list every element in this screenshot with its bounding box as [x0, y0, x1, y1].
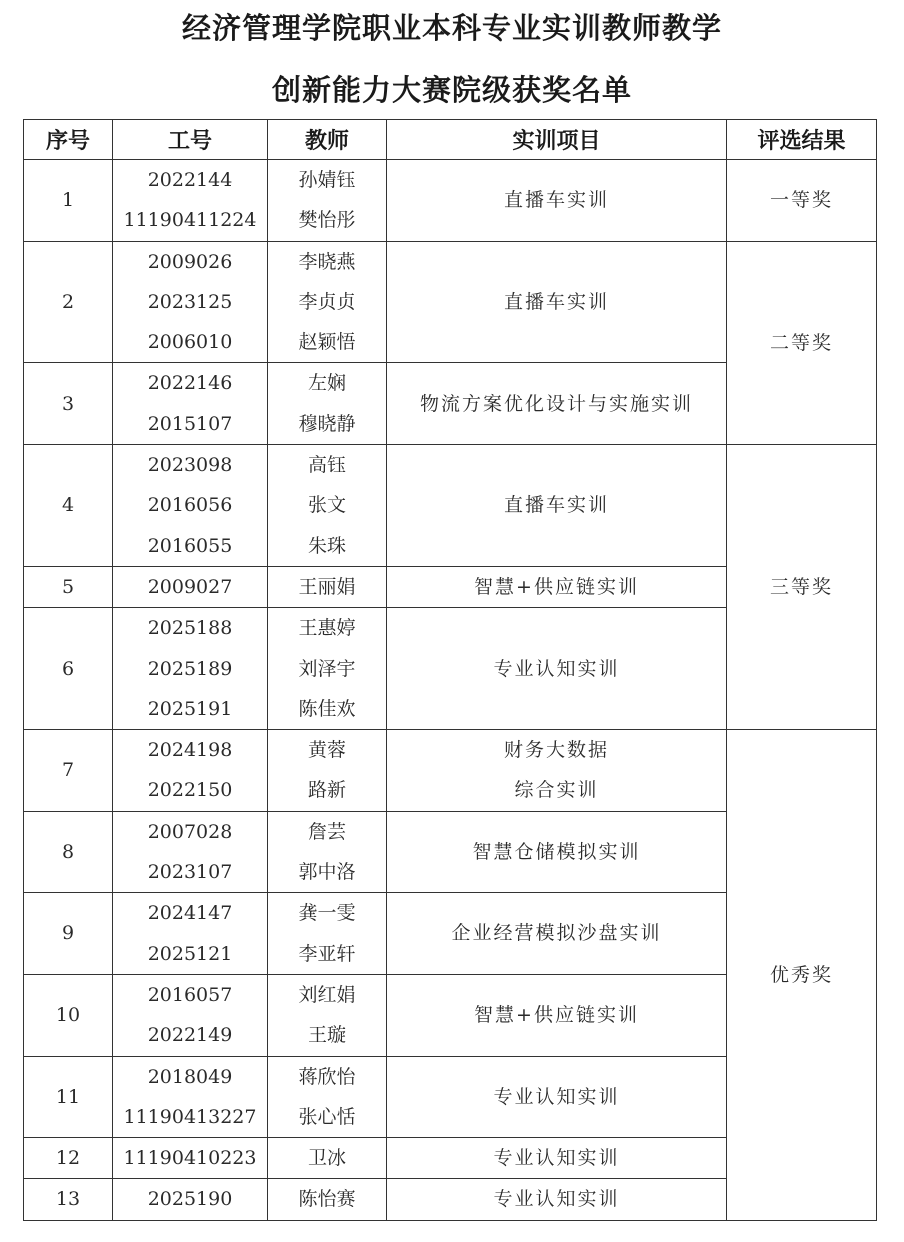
- cell-result: 三等奖: [727, 445, 877, 730]
- employee-id: 2022146: [147, 372, 233, 395]
- cell-project: [387, 241, 727, 363]
- cell-teachers: [268, 608, 387, 730]
- teacher-name: 高钰: [307, 454, 346, 477]
- cell-project: [387, 1179, 727, 1220]
- header-teacher: 教师: [268, 120, 387, 160]
- teacher-name: 王惠婷: [298, 617, 356, 640]
- cell-teachers: [268, 363, 387, 445]
- cell-ids: [113, 160, 268, 242]
- cell-ids: [113, 363, 268, 445]
- cell-seq: 5: [24, 566, 113, 607]
- project-name: 物流方案优化设计与实施实训: [419, 392, 693, 415]
- cell-project: [387, 1056, 727, 1138]
- cell-seq: 1: [24, 160, 113, 242]
- teacher-name: 路新: [307, 779, 346, 802]
- project-name: 直播车实训: [503, 290, 609, 313]
- teacher-name: 李贞贞: [298, 290, 356, 313]
- teacher-name: 陈怡赛: [298, 1188, 356, 1211]
- document-title-line-2: 创新能力大赛院级获奖名单: [271, 73, 632, 107]
- cell-project: [387, 363, 727, 445]
- teacher-name: 赵颖悟: [298, 331, 356, 354]
- cell-ids: [113, 893, 268, 975]
- cell-seq: 2: [24, 241, 113, 363]
- cell-teachers: [268, 1056, 387, 1138]
- cell-result: 一等奖: [727, 160, 877, 242]
- cell-seq: 11: [24, 1056, 113, 1138]
- teacher-name: 左娴: [307, 372, 346, 395]
- document-title-line-1: 经济管理学院职业本科专业实训教师教学: [181, 11, 722, 45]
- cell-ids: [113, 1056, 268, 1138]
- cell-ids: [113, 811, 268, 893]
- award-table: [23, 119, 877, 1221]
- teacher-name: 陈佳欢: [298, 697, 356, 720]
- cell-ids: [113, 608, 268, 730]
- employee-id: 2009027: [147, 575, 233, 598]
- cell-seq: 4: [24, 445, 113, 567]
- cell-ids: [113, 241, 268, 363]
- header-result: 评选结果: [727, 120, 877, 160]
- cell-teachers: [268, 160, 387, 242]
- employee-id: 2018049: [147, 1065, 233, 1088]
- cell-seq: 9: [24, 893, 113, 975]
- project-name: 直播车实训: [503, 494, 609, 517]
- employee-id: 2023107: [147, 861, 233, 884]
- employee-id: 2016057: [147, 983, 233, 1006]
- employee-id: 2025188: [147, 617, 233, 640]
- employee-id: 11190410223: [123, 1147, 257, 1170]
- employee-id: 2023098: [147, 454, 233, 477]
- cell-teachers: [268, 445, 387, 567]
- header-project: 实训项目: [387, 120, 727, 160]
- teacher-name: 郭中洛: [298, 861, 356, 884]
- cell-result: 二等奖: [727, 241, 877, 444]
- cell-seq: 8: [24, 811, 113, 893]
- table-row: [24, 730, 877, 812]
- teacher-name: 张文: [307, 494, 346, 517]
- employee-id: 2015107: [147, 412, 233, 435]
- employee-id: 2022149: [147, 1024, 233, 1047]
- table-row: [24, 445, 877, 567]
- cell-seq: 6: [24, 608, 113, 730]
- project-name: 专业认知实训: [493, 1188, 620, 1211]
- teacher-name: 刘泽宇: [298, 657, 356, 680]
- cell-project: [387, 608, 727, 730]
- project-name: 智慧+供应链实训: [474, 575, 639, 598]
- teacher-name: 朱珠: [307, 534, 346, 557]
- cell-seq: 12: [24, 1138, 113, 1179]
- cell-seq: 3: [24, 363, 113, 445]
- cell-ids: [113, 445, 268, 567]
- cell-project: [387, 811, 727, 893]
- employee-id: 2025190: [147, 1188, 233, 1211]
- cell-ids: [113, 1179, 268, 1220]
- employee-id: 2023125: [147, 290, 233, 313]
- table-header-row: [24, 120, 877, 160]
- employee-id: 2009026: [147, 250, 233, 273]
- project-name: 综合实训: [514, 779, 599, 802]
- employee-id: 11190411224: [123, 209, 257, 232]
- teacher-name: 李晓燕: [298, 250, 356, 273]
- cell-project: [387, 1138, 727, 1179]
- teacher-name: 刘红娟: [298, 983, 356, 1006]
- project-name: 财务大数据: [503, 739, 609, 762]
- cell-project: [387, 445, 727, 567]
- cell-seq: 7: [24, 730, 113, 812]
- employee-id: 2022144: [147, 169, 233, 191]
- employee-id: 2025121: [147, 942, 233, 965]
- employee-id: 2016056: [147, 494, 233, 517]
- employee-id: 2016055: [147, 534, 233, 557]
- project-name: 专业认知实训: [493, 1147, 620, 1170]
- cell-teachers: [268, 566, 387, 607]
- teacher-name: 王丽娟: [298, 575, 356, 598]
- teacher-name: 李亚轩: [298, 942, 356, 965]
- teacher-name: 黄蓉: [307, 739, 346, 762]
- cell-ids: [113, 1138, 268, 1179]
- cell-seq: 10: [24, 974, 113, 1056]
- project-name: 直播车实训: [503, 189, 609, 212]
- employee-id: 2006010: [147, 331, 233, 354]
- cell-ids: [113, 730, 268, 812]
- employee-id: 2007028: [147, 820, 233, 843]
- cell-teachers: [268, 730, 387, 812]
- employee-id: 2025191: [147, 697, 233, 720]
- employee-id: 2022150: [147, 779, 233, 802]
- cell-project: [387, 893, 727, 975]
- employee-id: 2025189: [147, 657, 233, 680]
- teacher-name: 蒋欣怡: [298, 1065, 356, 1088]
- project-name: 智慧+供应链实训: [474, 1004, 639, 1027]
- teacher-name: 孙婧钰: [298, 169, 356, 191]
- cell-seq: 13: [24, 1179, 113, 1220]
- teacher-name: 穆晓静: [298, 412, 356, 435]
- cell-project: [387, 730, 727, 812]
- cell-teachers: [268, 974, 387, 1056]
- project-name: 企业经营模拟沙盘实训: [451, 922, 662, 945]
- project-name: 专业认知实训: [493, 657, 620, 680]
- table-body: [24, 160, 877, 1221]
- table-row: [24, 241, 877, 363]
- cell-teachers: [268, 241, 387, 363]
- cell-project: [387, 974, 727, 1056]
- cell-teachers: [268, 893, 387, 975]
- employee-id: 2024198: [147, 739, 233, 762]
- header-id: 工号: [113, 120, 268, 160]
- cell-ids: [113, 566, 268, 607]
- cell-teachers: [268, 1179, 387, 1220]
- teacher-name: 张心恬: [298, 1105, 356, 1128]
- cell-project: [387, 160, 727, 242]
- teacher-name: 詹芸: [307, 820, 346, 843]
- teacher-name: 卫冰: [307, 1147, 346, 1170]
- employee-id: 11190413227: [123, 1105, 257, 1128]
- teacher-name: 樊怡彤: [298, 209, 356, 232]
- project-name: 智慧仓储模拟实训: [472, 840, 641, 863]
- cell-result: 优秀奖: [727, 730, 877, 1221]
- cell-project: [387, 566, 727, 607]
- teacher-name: 龚一雯: [298, 902, 356, 925]
- header-seq: 序号: [24, 120, 113, 160]
- teacher-name: 王璇: [307, 1024, 346, 1047]
- table-row: [24, 160, 877, 242]
- cell-teachers: [268, 811, 387, 893]
- project-name: 专业认知实训: [493, 1085, 620, 1108]
- employee-id: 2024147: [147, 902, 233, 925]
- cell-teachers: [268, 1138, 387, 1179]
- cell-ids: [113, 974, 268, 1056]
